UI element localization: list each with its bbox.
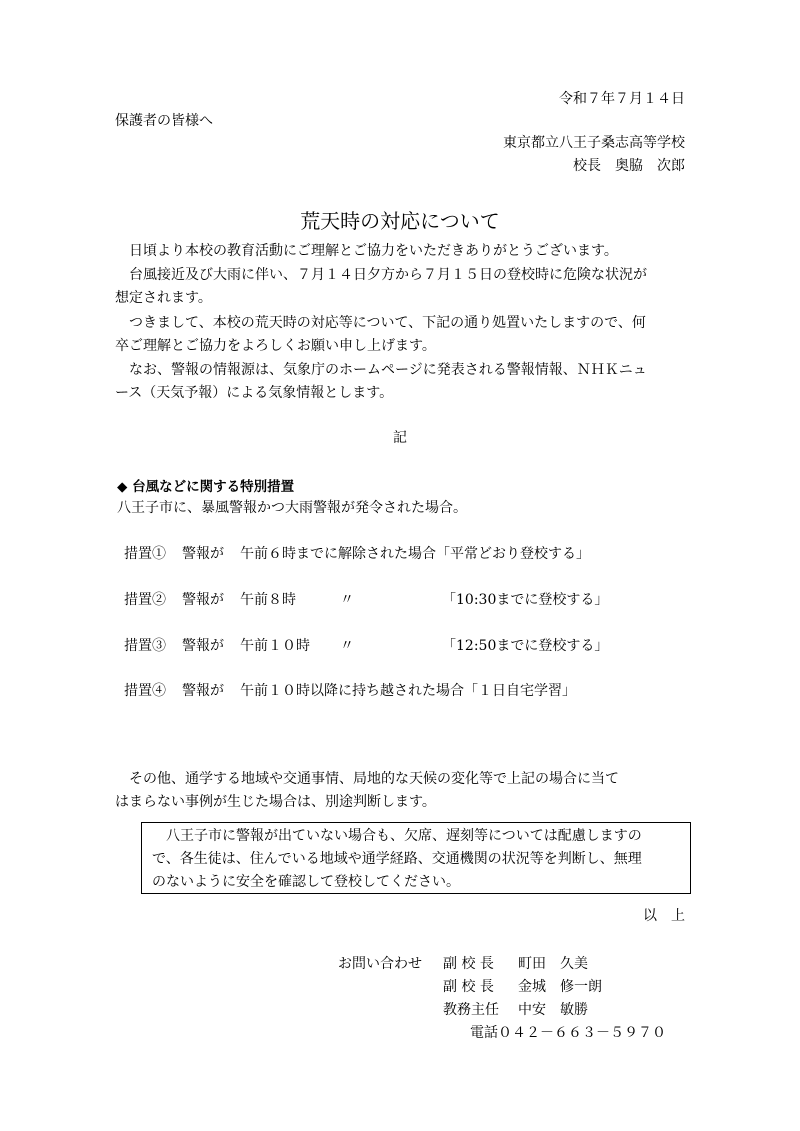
text-line: その他、通学する地域や交通事情、局地的な天候の変化等で上記の場合に当て	[129, 771, 619, 787]
ki-heading: 記	[393, 430, 407, 446]
contact-label: お問い合わせ	[338, 956, 422, 972]
measure-time: 午前１０時以降に持ち越された場合「１日自宅学習」	[240, 683, 576, 699]
principal-name: 校長 奥脇 次郎	[573, 158, 685, 174]
measure-time: 午前８時	[240, 592, 296, 608]
text-line: で、各生徒は、住んでいる地域や通学経路、交通機関の状況等を判断し、無理	[152, 851, 642, 867]
measure-label: 措置③	[124, 638, 166, 654]
contact-role: 副 校 長	[443, 956, 494, 972]
notice-box	[141, 822, 691, 894]
contact-role: 副 校 長	[443, 979, 494, 995]
measure-label: 措置②	[124, 592, 166, 608]
measure-label: 措置①	[124, 546, 166, 562]
text-line: 台風接近及び大雨に伴い、７月１４日夕方から７月１５日の登校時に危険な状況が	[129, 267, 647, 283]
text-line: ース（天気予報）による気象情報とします。	[115, 385, 394, 401]
contact-name: 町田 久美	[518, 956, 588, 972]
measure-subject: 警報が	[182, 592, 224, 608]
contact-role: 教務主任	[443, 1002, 499, 1018]
text-line: のないように安全を確認して登校してください。	[152, 874, 460, 890]
text-line: 八王子市に警報が出ていない場合も、欠席、遅刻等については配慮しますの	[166, 828, 642, 844]
intro-paragraph-2	[115, 264, 693, 310]
intro-paragraph-4	[115, 359, 693, 405]
measure-label: 措置④	[124, 683, 166, 699]
measure-action: 「12:50までに登校する」	[442, 638, 609, 654]
document-title: 荒天時の対応について	[300, 209, 500, 233]
section-heading: ◆ 台風などに関する特別措置	[117, 479, 295, 495]
addressee: 保護者の皆様へ	[115, 113, 213, 129]
text-line: 卒ご理解とご協力をよろしくお願い申し上げます。	[115, 338, 436, 354]
text-line: つきまして、本校の荒天時の対応等について、下記の通り処置いたしますので、何	[129, 315, 646, 331]
intro-paragraph-3	[115, 312, 693, 358]
contact-phone: 電話０４２－６６３－５９７０	[470, 1025, 666, 1041]
school-name: 東京都立八王子桑志高等学校	[503, 135, 685, 151]
ditto-mark: 〃	[340, 592, 354, 608]
closing-mark: 以 上	[643, 908, 685, 924]
measure-subject: 警報が	[182, 683, 224, 699]
measure-time: 午前６時までに解除された場合「平常どおり登校する」	[240, 546, 590, 562]
text-line: はまらない事例が生じた場合は、別途判断します。	[115, 794, 436, 810]
issue-date: 令和７年７月１４日	[559, 91, 685, 107]
measure-time: 午前１０時	[240, 638, 310, 654]
measure-action: 「10:30までに登校する」	[442, 592, 609, 608]
intro-paragraph-1	[115, 240, 693, 263]
contact-name: 中安 敏勝	[518, 1002, 588, 1018]
measure-subject: 警報が	[182, 546, 224, 562]
ditto-mark: 〃	[340, 638, 354, 654]
measure-subject: 警報が	[182, 638, 224, 654]
text-line: 想定されます。	[115, 290, 212, 306]
text-line: 日頃より本校の教育活動にご理解とご協力をいただきありがとうございます。	[129, 243, 618, 259]
contact-name: 金城 修一朗	[518, 979, 602, 995]
section-condition: 八王子市に、暴風警報かつ大雨警報が発令された場合。	[117, 500, 467, 516]
other-paragraph	[115, 768, 693, 814]
text-line: なお、警報の情報源は、気象庁のホームページに発表される警報情報、ＮＨＫニュ	[129, 362, 647, 378]
